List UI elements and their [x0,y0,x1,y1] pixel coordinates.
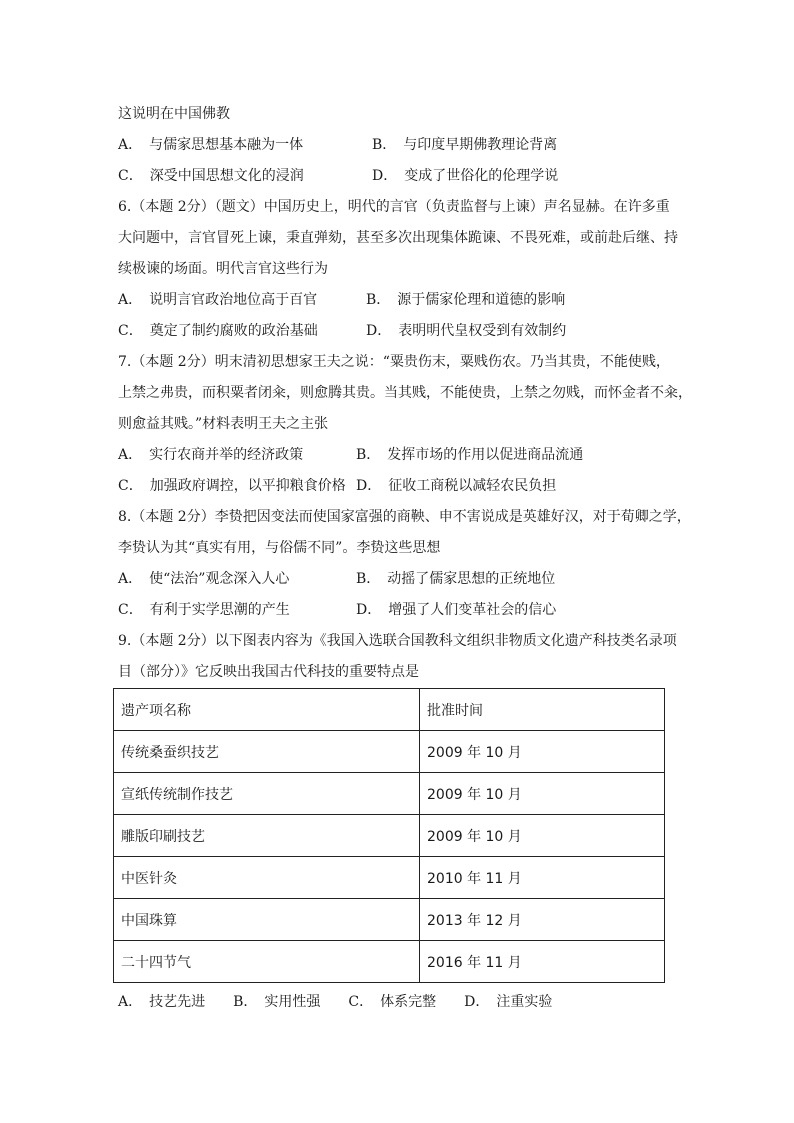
table-header-name: 遗产项名称 [114,689,420,731]
q6-option-c: C． 奠定了制约腐败的政治基础 [118,323,318,339]
table-cell-date: 2009 年 10 月 [420,773,665,815]
q8-stem-line-1: 8.（本题 2分）李贽把因变法而使国家富强的商鞅、申不害说成是英雄好汉，对于荀卿之学， [118,509,691,525]
q6-option-a: A． 说明言官政治地位高于百官 [118,292,318,308]
table-row [114,857,665,899]
table-header-row [114,689,665,731]
q6-stem-line-2: 大问题中，言官冒死上谏，秉直弹劾，甚至多次出现集体跪谏、不畏死难，或前赴后继、持 [118,230,678,246]
table-cell-name: 宣纸传统制作技艺 [114,773,420,815]
q7-option-a: A． 实行农商并举的经济政策 [118,447,304,463]
intro-line: 这说明在中国佛教 [118,106,230,122]
q9-stem-line-2: 目（部分）》它反映出我国古代科技的重要特点是 [118,664,419,680]
table-row [114,773,665,815]
q7-option-d: D． 征收工商税以减轻农民负担 [356,478,557,494]
q8-option-a: A． 使“法治”观念深入人心 [118,571,290,587]
table-cell-date: 2010 年 11 月 [420,857,665,899]
table-row [114,815,665,857]
q7-stem-line-3: 则愈益其贱。”材料表明王夫之主张 [118,416,329,432]
table-cell-name: 中医针灸 [114,857,420,899]
table-cell-date: 2013 年 12 月 [420,899,665,941]
q8-option-c: C． 有利于实学思潮的产生 [118,602,290,618]
table-cell-name: 二十四节气 [114,941,420,983]
q6-option-b: B． 源于儒家伦理和道德的影响 [366,292,566,308]
q6-stem-line-1: 6.（本题 2分）（题文）中国历史上，明代的言官（负责监督与上谏）声名显赫。在许多重 [118,199,670,215]
table-row [114,731,665,773]
table-cell-name: 中国珠算 [114,899,420,941]
table-cell-date: 2009 年 10 月 [420,815,665,857]
q6-option-d: D． 表明明代皇权受到有效制约 [366,323,567,339]
q8-option-b: B． 动摇了儒家思想的正统地位 [356,571,556,587]
table-cell-date: 2016 年 11 月 [420,941,665,983]
q5-option-d: D． 变成了世俗化的伦理学说 [372,168,559,184]
table-cell-name: 传统桑蚕织技艺 [114,731,420,773]
q5-option-b: B． 与印度早期佛教理论背离 [372,137,558,153]
q9-options: A． 技艺先进 B． 实用性强 C． 体系完整 D． 注重实验 [118,994,553,1010]
q6-stem-line-3: 续极谏的场面。明代言官这些行为 [118,261,328,277]
q7-option-c: C． 加强政府调控，以平抑粮食价格 [118,478,346,494]
table-row [114,941,665,983]
q5-option-a: A． 与儒家思想基本融为一体 [118,137,304,153]
q8-stem-line-2: 李贽认为其“真实有用，与俗儒不同”。李贽这些思想 [118,540,441,556]
q9-stem-line-1: 9.（本题 2分）以下图表内容为《我国入选联合国教科文组织非物质文化遗产科技类名录项 [118,633,677,649]
q7-stem-line-2: 上禁之弗贵，而积粟者闭籴，则愈腾其贵。当其贱，不能使贵，上禁之勿贱，而怀金者不籴， [118,385,692,401]
heritage-table [113,688,665,983]
q5-option-c: C． 深受中国思想文化的浸润 [118,168,304,184]
q8-option-d: D． 增强了人们变革社会的信心 [356,602,557,618]
table-cell-name: 雕版印刷技艺 [114,815,420,857]
table-cell-date: 2009 年 10 月 [420,731,665,773]
table-header-date: 批准时间 [420,689,665,731]
q7-stem-line-1: 7.（本题 2分）明末清初思想家王夫之说：“粟贵伤末，粟贱伤农。乃当其贵，不能使贱， [118,354,670,370]
table-row [114,899,665,941]
q7-option-b: B． 发挥市场的作用以促进商品流通 [356,447,584,463]
